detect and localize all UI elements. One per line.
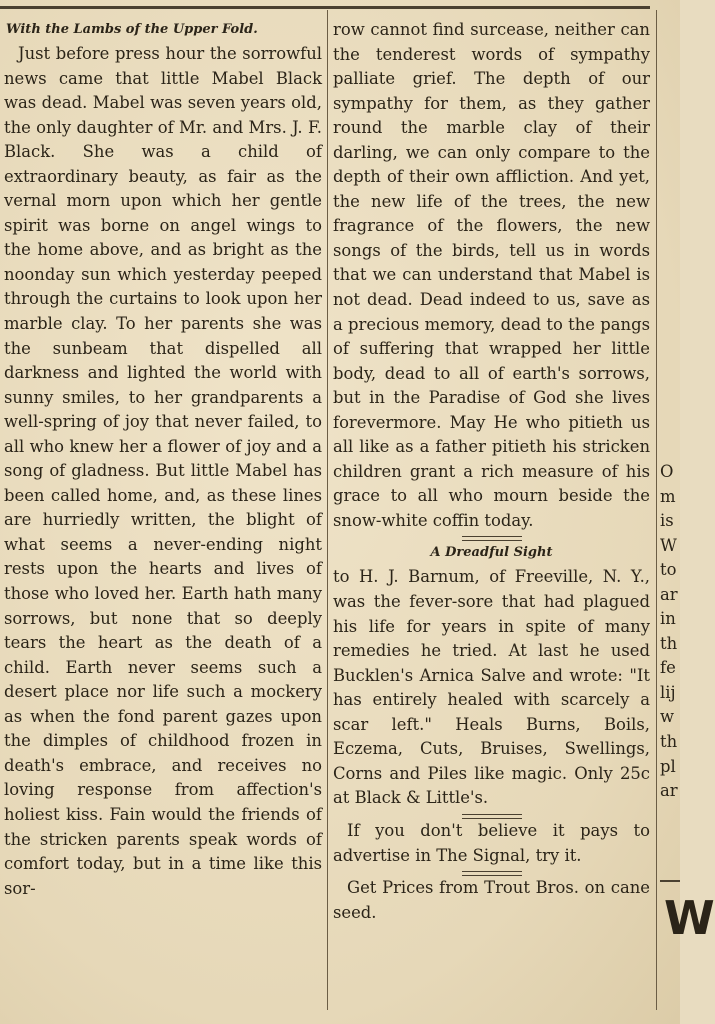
article-heading: With the Lambs of the Upper Fold. <box>6 22 258 37</box>
notice-trout-bros: Get Prices from Trout Bros. on cane seed. <box>333 878 650 922</box>
fragment-line: W <box>660 535 677 555</box>
middle-column <box>333 18 650 1012</box>
fragment-line: th <box>660 732 678 752</box>
left-column <box>4 18 322 1012</box>
ad-heading: A Dreadful Sight <box>430 545 553 561</box>
top-rule <box>0 6 650 9</box>
fragment-line: w <box>660 707 675 727</box>
column-rule <box>656 10 657 1010</box>
ad-body: to H. J. Barnum, of Freeville, N. Y., was the fever-sore that had plagued his life for years in spite of many remedies he tried. At last he used Bucklen's Arnica Salve and wrote: "It has entirely healed with scarcely a scar left." Heals Burns, Boils, Eczema, Cuts, Bruises, Swellings, Corns and Piles like magic. Only 25c at Black & Little's. <box>333 567 650 808</box>
fragment-line: in <box>660 609 676 629</box>
fragment-line: fe <box>660 658 676 678</box>
fragment-line: ar <box>660 781 678 801</box>
article-body: Just before press hour the sorrowful news came that little Mabel Black was dead. Mabel was seven years old, the only daughter of Mr. and Mrs. J. F. Black. She was a child of extraordinary beauty, as fair as the vernal morn upon which her gentle spirit was borne on angel wings to the home above, and as bright as the noonday sun which yesterday peeped through the curtains to look upon her marble clay. To her parents she was the sunbeam that dispelled all darkness and lighted the world with sunny smiles, to her grandparents a well-spring of joy that never failed, to all who knew her a flower of joy and a song of gladness. But little Mabel has been called home, and, as these lines are hurriedly written, the blight of what seems a never-ending night rests upon the hearts and lives of those who loved her. Earth hath many sorrows, but none that so deeply tears the heart as the death of a child. Earth never seems such a desert place nor life such a mockery as when the fond parent gazes upon the dimples of childhood frozen in death's embrace, and receives no loving response from affection's holiest kiss. Fain would the friends of the stricken parents speak words of comfort today, but in a time like this sor- <box>4 44 322 898</box>
fragment-line: lij <box>660 682 676 702</box>
fragment-line: ar <box>660 584 678 604</box>
fragment-line: pl <box>660 756 676 776</box>
fragment-big-letter: W <box>664 891 715 945</box>
fragment-line: m <box>660 486 676 506</box>
adjacent-column-fragment <box>660 460 682 804</box>
notice-advertise: If you don't believe it pays to advertise in The Signal, try it. <box>333 820 650 865</box>
fragment-line: is <box>660 511 674 531</box>
fragment-line: O <box>660 462 674 481</box>
column-rule <box>327 10 328 1010</box>
article-continuation: row cannot find surcease, neither can the tenderest words of sympathy palliate grief. The depth of our sympathy for them, as they gather round the marble clay of their darling, we can only compare to the depth of their own affliction. And yet, the new life of the trees, the new fragrance of the flowers, the new songs of the birds, tell us in words that we can understand that Mabel is not dead. Dead indeed to us, save as a precious memory, dead to the pangs of suffering that wrapped her little body, dead to all of earth's sorrows, but in the Paradise of God she lives forevermore. May He who pitieth us all like as a father pitieth his stricken children grant a rich measure of his grace to all who mourn beside the snow-white coffin today. <box>333 20 650 530</box>
fragment-rule <box>660 880 680 882</box>
fragment-line: th <box>660 633 678 653</box>
fragment-line: to <box>660 560 677 580</box>
